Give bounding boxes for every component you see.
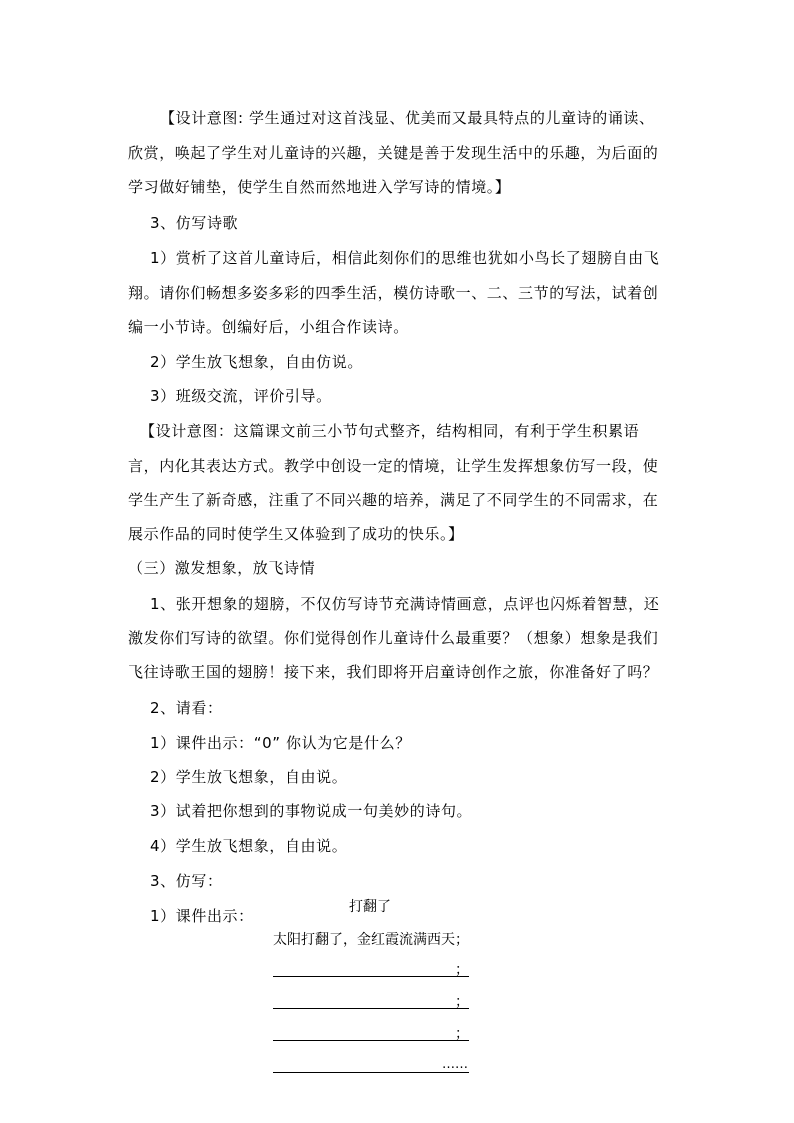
- blank-line: [273, 1008, 469, 1009]
- paragraph-line: 1、张开想象的翅膀，不仅仿写诗节充满诗情画意，点评也闪烁着智慧，还: [150, 595, 660, 613]
- blank-line: [273, 976, 469, 977]
- blank-line-end: ；: [455, 962, 469, 978]
- paragraph-line: 【设计意图：这篇课文前三小节句式整齐，结构相同，有利于学生积累语: [140, 422, 640, 440]
- ellipsis: ……: [442, 1057, 468, 1072]
- paragraph-line: 言，内化其表达方式。教学中创设一定的情境，让学生发挥想象仿写一段，使: [128, 457, 659, 475]
- paragraph-line: 激发你们写诗的欲望。你们觉得创作儿童诗什么最重要？（想象）想象是我们: [128, 629, 659, 647]
- section-heading: （三）激发想象，放飞诗情: [128, 559, 316, 577]
- paragraph-line: 2）学生放飞想象，自由仿说。: [150, 353, 363, 371]
- paragraph-line: 【设计意图: 学生通过对这首浅显、优美而又最具特点的儿童诗的诵读、: [160, 109, 655, 127]
- paragraph-line: 飞往诗歌王国的翅膀！接下来，我们即将开启童诗创作之旅，你准备好了吗？: [128, 663, 659, 681]
- blank-line-end: ；: [455, 1026, 469, 1042]
- paragraph-line: 1）课件出示：“0” 你认为它是什么？: [150, 734, 411, 752]
- paragraph-line: 学生产生了新奇感，注重了不同兴趣的培养，满足了不同学生的不同需求，在: [128, 491, 659, 509]
- blank-line: [273, 1040, 469, 1041]
- paragraph-line: 翔。请你们畅想多姿多彩的四季生活，模仿诗歌一、二、三节的写法，试着创: [128, 284, 659, 302]
- paragraph-line: 1）赏析了这首儿童诗后，相信此刻你们的思维也犹如小鸟长了翅膀自由飞: [150, 249, 660, 267]
- poem-title: 打翻了: [349, 899, 391, 915]
- blank-line: [273, 1072, 469, 1073]
- poem-first-line: 太阳打翻了，金红霞流满西天；: [273, 932, 469, 948]
- paragraph-line: 欣赏，唤起了学生对儿童诗的兴趣，关键是善于发现生活中的乐趣，为后面的: [128, 144, 659, 162]
- paragraph-line: 2、请看：: [150, 699, 223, 717]
- paragraph-line: 2）学生放飞想象，自由说。: [150, 768, 348, 786]
- paragraph-line: 学习做好铺垫，使学生自然而然地进入学写诗的情境。】: [128, 178, 511, 196]
- paragraph-line: 1）课件出示：: [150, 907, 254, 925]
- paragraph-line: 编一小节诗。创编好后，小组合作读诗。: [128, 318, 409, 336]
- section-heading: 3、仿写诗歌: [150, 214, 239, 232]
- paragraph-line: 4）学生放飞想象，自由说。: [150, 837, 348, 855]
- paragraph-line: 3）试着把你想到的事物说成一句美妙的诗句。: [150, 802, 473, 820]
- blank-line-end: ；: [455, 994, 469, 1010]
- paragraph-line: 3）班级交流，评价引导。: [150, 387, 332, 405]
- paragraph-line: 展示作品的同时使学生又体验到了成功的快乐。】: [128, 525, 464, 543]
- paragraph-line: 3、仿写：: [150, 872, 223, 890]
